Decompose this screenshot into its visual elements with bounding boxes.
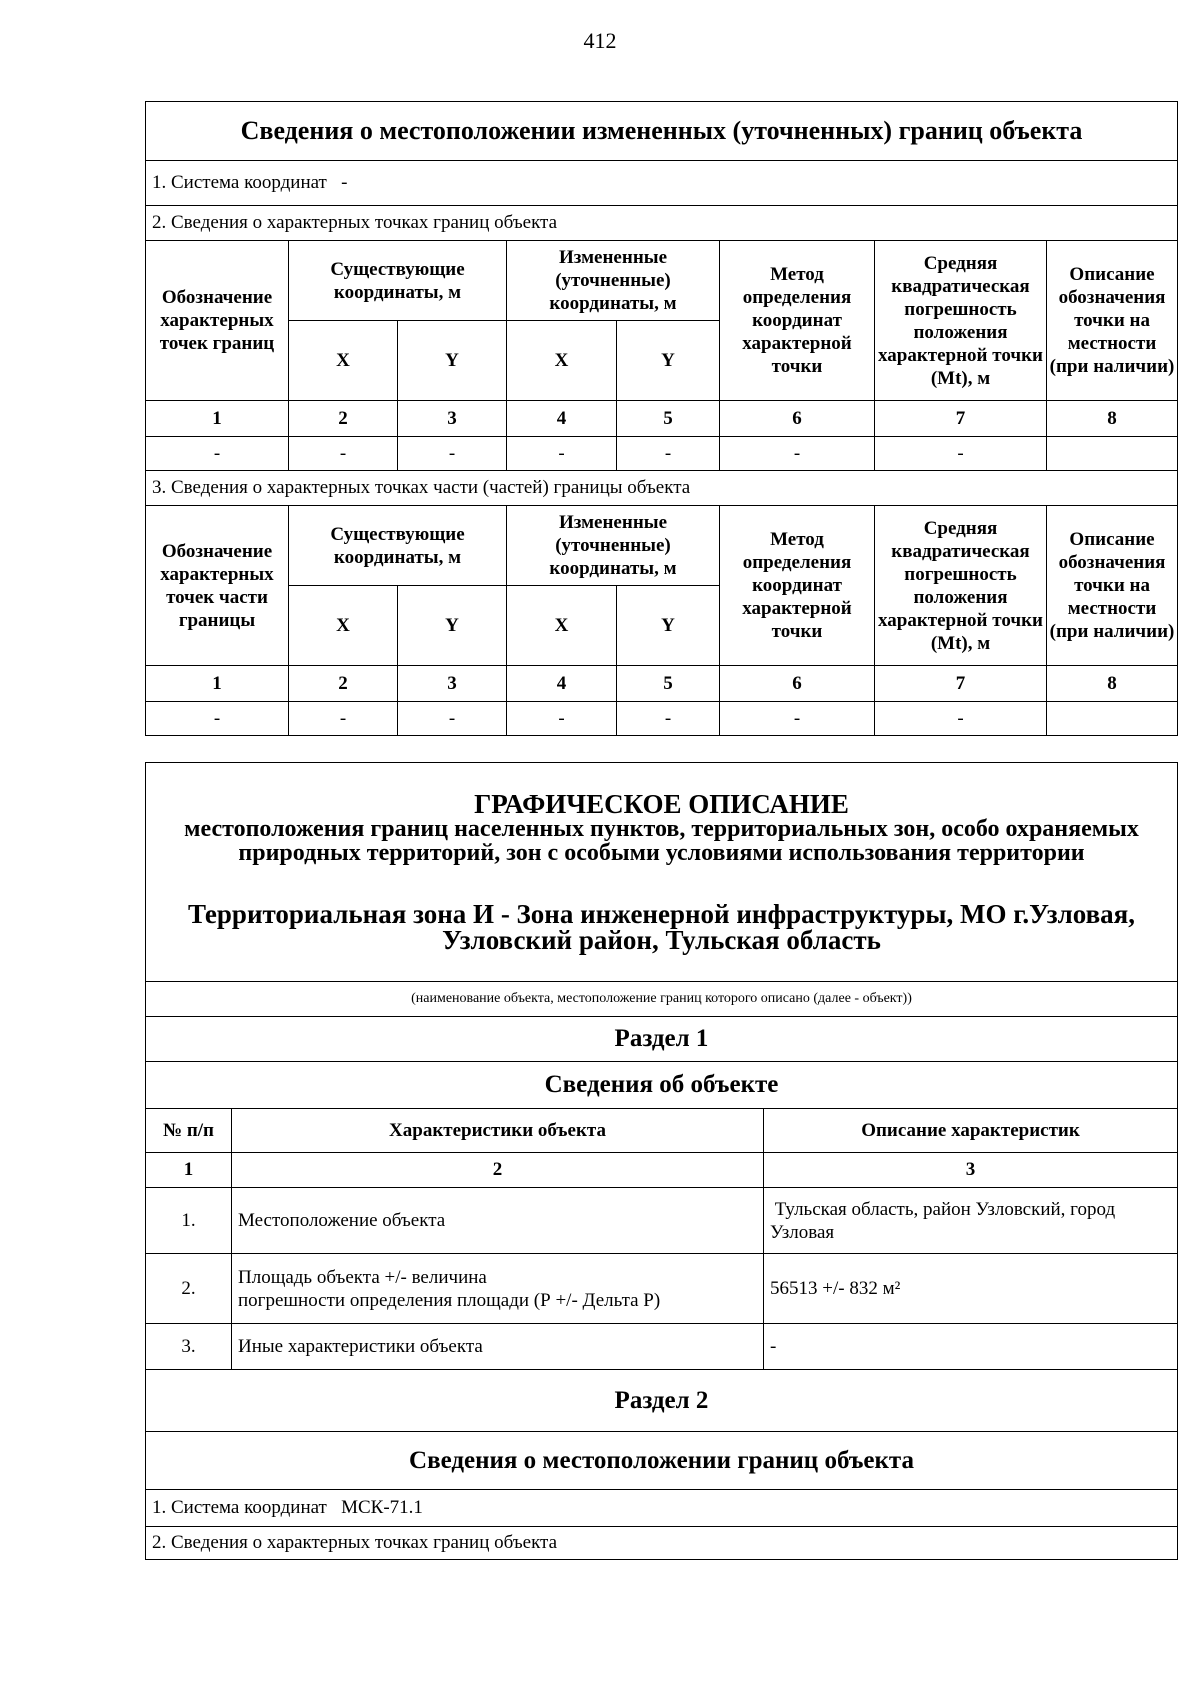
header-existing: Существующие координаты, м: [289, 241, 507, 321]
coord-system-value: МСК-71.1: [341, 1497, 423, 1518]
col-number: 6: [720, 666, 875, 702]
row-name: Иные характеристики объекта: [232, 1324, 764, 1370]
col-number: 2: [289, 401, 398, 437]
col-number: 1: [146, 401, 289, 437]
table-cell: -: [720, 702, 875, 736]
row-name: Местоположение объекта: [232, 1188, 764, 1254]
points-caption: 2. Сведения о характерных точках границ объекта: [146, 1527, 1178, 1560]
row-number: 2.: [146, 1254, 232, 1324]
col-number: 6: [720, 401, 875, 437]
header-changed: Измененные (уточненные) координаты, м: [507, 241, 720, 321]
table-cell: -: [146, 702, 289, 736]
header-char-description: Описание характеристик: [764, 1109, 1178, 1153]
table-cell: -: [875, 702, 1047, 736]
coord-system-label: 1. Система координат: [152, 1497, 327, 1518]
table-cell: -: [720, 437, 875, 471]
col-number: 1: [146, 1153, 232, 1188]
header-changed: Измененные (уточненные) координаты, м: [507, 506, 720, 586]
col-number: 7: [875, 401, 1047, 437]
table-row: [146, 1254, 1178, 1324]
section1-subtitle: Сведения об объекте: [146, 1062, 1178, 1109]
table-cell: -: [507, 437, 617, 471]
row-number: 3.: [146, 1324, 232, 1370]
table-cell: -: [289, 702, 398, 736]
table-cell: -: [146, 437, 289, 471]
header-x: X: [507, 586, 617, 666]
parts-caption: 3. Сведения о характерных точках части (частей) границы объекта: [146, 471, 1178, 506]
section1-title: Раздел 1: [146, 1017, 1178, 1062]
graphic-title: ГРАФИЧЕСКОЕ ОПИСАНИЕ: [474, 789, 849, 819]
col-number: 4: [507, 401, 617, 437]
table-cell: -: [398, 437, 507, 471]
table-cell: -: [617, 702, 720, 736]
header-x: X: [507, 321, 617, 401]
header-y: Y: [617, 321, 720, 401]
graphic-subtitle: местоположения границ населенных пунктов, территориальных зон, особо охраняемых природных территорий, зон с особыми условиями использования территории: [184, 816, 1139, 866]
col-number: 3: [398, 401, 507, 437]
table-cell: -: [507, 702, 617, 736]
header-mse: Средняя квадратическая погрешность положения характерной точки (Mt), м: [875, 241, 1047, 401]
header-mse: Средняя квадратическая погрешность положения характерной точки (Mt), м: [875, 506, 1047, 666]
points-caption: 2. Сведения о характерных точках границ объекта: [146, 206, 1178, 241]
table-cell: -: [398, 702, 507, 736]
header-method: Метод определения координат характерной точки: [720, 506, 875, 666]
row-name-line: Площадь объекта +/- величина: [238, 1266, 487, 1288]
header-description: Описание обозначения точки на местности (при наличии): [1047, 506, 1178, 666]
table-cell: -: [875, 437, 1047, 471]
coord-system-row: [146, 161, 1178, 206]
table-cell: [1047, 702, 1178, 736]
page-number: 412: [583, 28, 617, 53]
header-y: Y: [617, 586, 720, 666]
table-cell: -: [289, 437, 398, 471]
header-method: Метод определения координат характерной точки: [720, 241, 875, 401]
object-note: (наименование объекта, местоположение границ которого описано (далее - объект)): [146, 982, 1178, 1017]
header-y: Y: [398, 586, 507, 666]
table-row: [146, 437, 1178, 471]
column-numbers-row: [146, 1153, 1178, 1188]
row-name: [232, 1254, 764, 1324]
changed-boundaries-title: Сведения о местоположении измененных (уточненных) границ объекта: [146, 102, 1178, 161]
col-number: 2: [289, 666, 398, 702]
table-row: [146, 1188, 1178, 1254]
col-number: 5: [617, 666, 720, 702]
header-existing: Существующие координаты, м: [289, 506, 507, 586]
object-name: Территориальная зона И - Зона инженерной инфраструктуры, МО г.Узловая, Узловский район, Тульская область: [187, 899, 1136, 955]
header-description: Описание обозначения точки на местности (при наличии): [1047, 241, 1178, 401]
graphic-header: [146, 763, 1178, 982]
row-value: -: [764, 1324, 1178, 1370]
col-number: 7: [875, 666, 1047, 702]
col-number: 1: [146, 666, 289, 702]
column-numbers-row: [146, 401, 1178, 437]
row-value: Тульская область, район Узловский, город Узловая: [764, 1188, 1178, 1254]
row-value: 56513 +/- 832 м²: [764, 1254, 1178, 1324]
col-number: 3: [398, 666, 507, 702]
table-cell: [1047, 437, 1178, 471]
changed-boundaries-table: [145, 101, 1178, 736]
header-characteristics: Характеристики объекта: [232, 1109, 764, 1153]
col-number: 8: [1047, 401, 1178, 437]
table-cell: -: [617, 437, 720, 471]
header-designation-part: Обозначение характерных точек части границы: [146, 506, 289, 666]
header-x: X: [289, 321, 398, 401]
col-number: 3: [764, 1153, 1178, 1188]
row-name-line: погрешности определения площади (Р +/- Дельта Р): [238, 1289, 661, 1311]
header-y: Y: [398, 321, 507, 401]
col-number: 8: [1047, 666, 1178, 702]
header-x: X: [289, 586, 398, 666]
column-numbers-row: [146, 666, 1178, 702]
graphic-description-table: [145, 762, 1178, 1560]
col-number: 5: [617, 401, 720, 437]
header-designation: Обозначение характерных точек границ: [146, 241, 289, 401]
coord-system-row: [146, 1490, 1178, 1527]
table-row: [146, 1324, 1178, 1370]
coord-system-value: -: [341, 172, 348, 193]
section2-title: Раздел 2: [146, 1370, 1178, 1432]
row-number: 1.: [146, 1188, 232, 1254]
header-num: № п/п: [146, 1109, 232, 1153]
coord-system-label: 1. Система координат: [152, 172, 327, 193]
table-row: [146, 702, 1178, 736]
col-number: 4: [507, 666, 617, 702]
section2-subtitle: Сведения о местоположении границ объекта: [146, 1432, 1178, 1490]
col-number: 2: [232, 1153, 764, 1188]
